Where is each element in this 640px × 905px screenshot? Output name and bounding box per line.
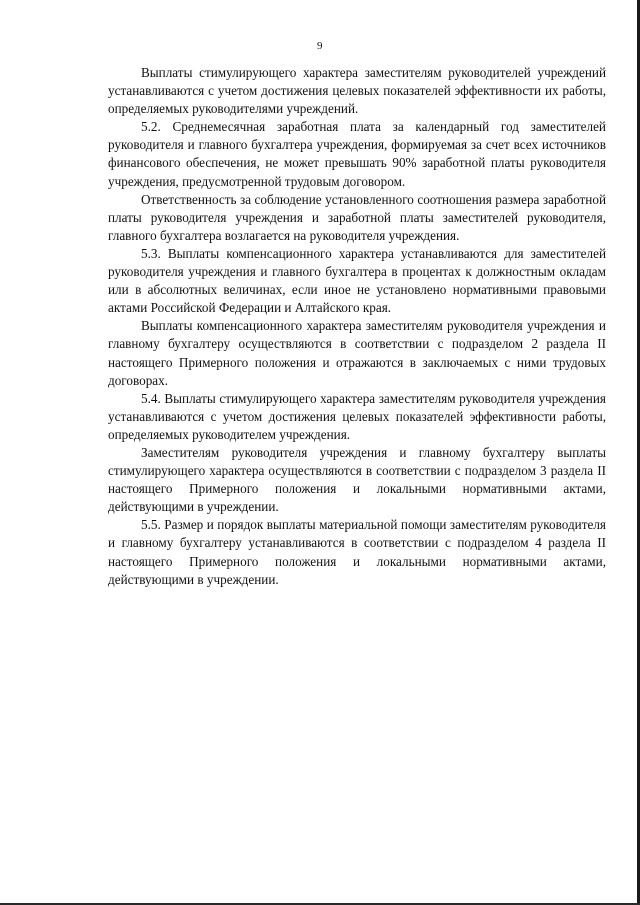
paragraph-5-3-compensation-payments: 5.3. Выплаты компенсационного характера устанавливаются для заместителей руководителя учреждения и главного бухгалтера в процентах к должностным окладам или в абсолютных величинах, если иное не установлено нормативными правовыми актами Российской Федерации и Алтайского края. <box>108 245 606 316</box>
page-number: 9 <box>317 40 323 52</box>
paragraph-5-2-average-salary: 5.2. Среднемесячная заработная плата за календарный год заместителей руководителя и главного бухгалтера учреждения, формируемая за счет всех источников финансового обеспечения, не может превышать 90% заработной платы руководителя учреждения, предусмотренной трудовым договором. <box>108 119 606 189</box>
paragraph-compensation-subsection-2: Выплаты компенсационного характера заместителям руководителя учреждения и главному бухгалтеру осуществляются в соответствии с подразделом 2 раздела II настоящего Примерного положения и отражаются в заключаемых с ними трудовых договорах. <box>108 318 606 388</box>
paragraph-stimulating-subsection-3: Заместителям руководителя учреждения и главному бухгалтеру выплаты стимулирующего характера осуществляются в соответствии с подразделом 3 раздела II настоящего Примерного положения и локальными нормативными актами, действующими в учреждении. <box>108 444 606 515</box>
paragraph-stimulating-payments-deputies: Выплаты стимулирующего характера заместителям руководителей учреждений устанавливаются с учетом достижения целевых показателей эффективности их работы, определяемых руководителями учреждений. <box>108 65 606 117</box>
paragraph-responsibility: Ответственность за соблюдение установленного соотношения размера заработной платы руководителя учреждения и заработной платы заместителей руководителя, главного бухгалтера возлагается на руководителя учреждения. <box>108 191 606 243</box>
paragraph-5-5-material-assistance: 5.5. Размер и порядок выплаты материальной помощи заместителям руководителя и главному бухгалтеру устанавливаются в соответствии с подразделом 4 раздела II настоящего Примерного положения и локальными нормативными актами, действующими в учреждении. <box>108 517 606 587</box>
paragraph-5-4-stimulating-payments: 5.4. Выплаты стимулирующего характера заместителям руководителя учреждения устанавливаются с учетом достижения целевых показателей эффективности работы, определяемых руководителем учреждения. <box>108 390 606 442</box>
document-body <box>108 64 606 589</box>
